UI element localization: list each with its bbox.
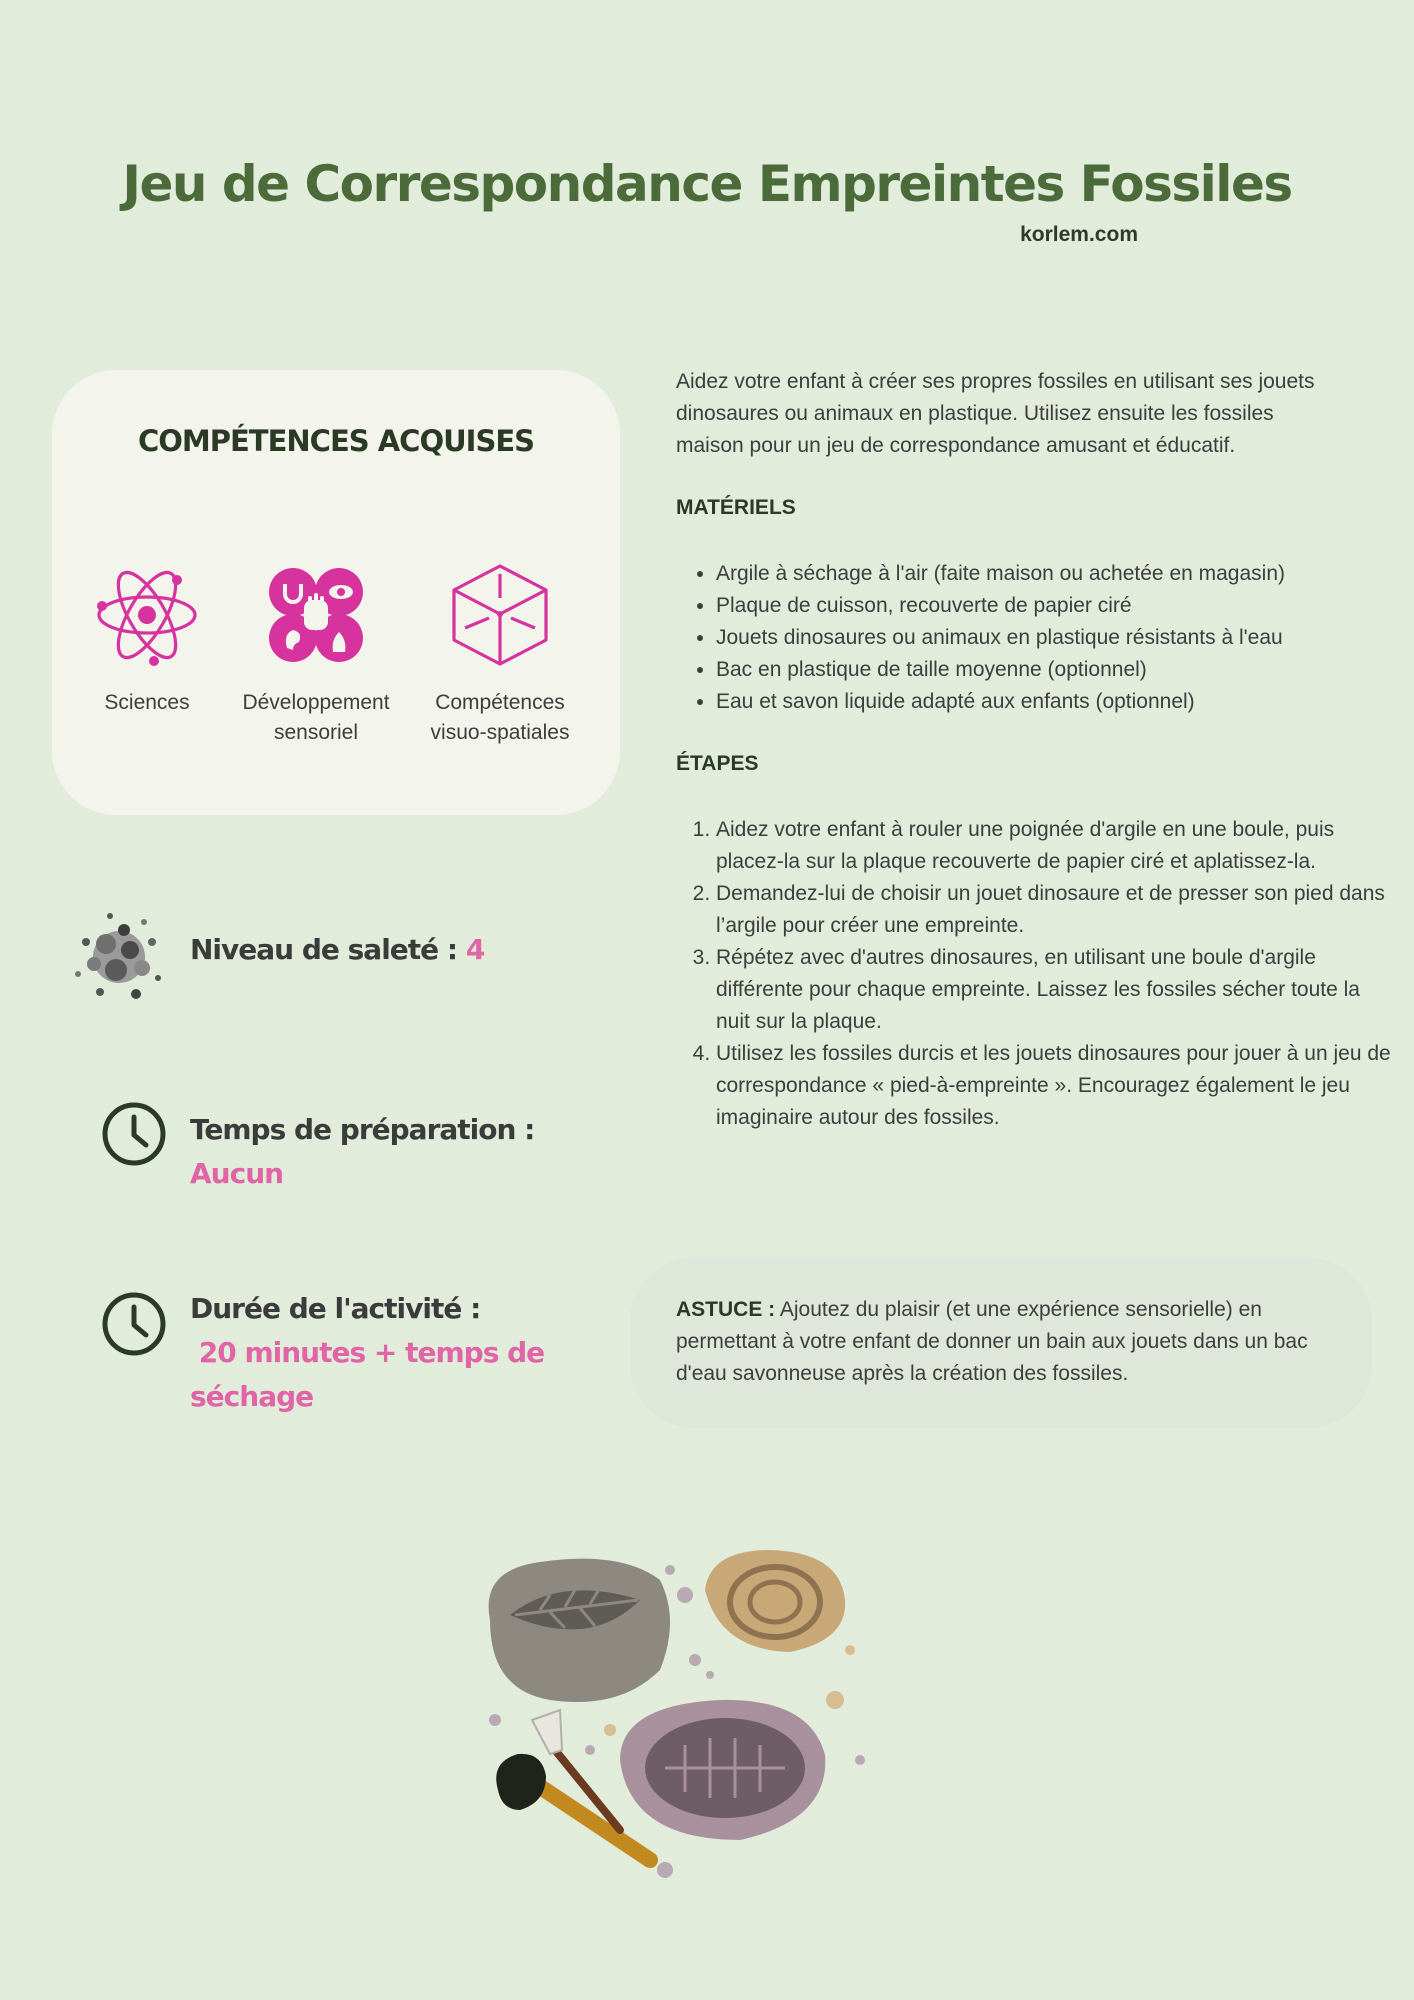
tip-body: Ajoutez du plaisir (et une expérience sensorielle) en permettant à votre enfant de donner un bain aux jouets dans un bac d'eau savonneuse après la création des fossiles. bbox=[676, 1298, 1308, 1385]
skill-label-line2: sensoriel bbox=[273, 721, 359, 744]
list-item: 2. Demandez-lui de choisir un jouet dinosaure et de presser son pied dans l’argile pour créer une empreinte. bbox=[716, 878, 1396, 942]
tip-text bbox=[676, 1294, 1336, 1390]
skill-label bbox=[226, 688, 406, 748]
skill-label-line2: visuo-spatiales bbox=[430, 721, 570, 744]
page-title: Jeu de Correspondance Empreintes Fossiles bbox=[122, 155, 1292, 213]
skill-sensory bbox=[226, 560, 406, 748]
duration-label: Durée de l'activité : bbox=[190, 1292, 481, 1325]
atom-icon bbox=[92, 560, 202, 670]
tip-card bbox=[630, 1258, 1372, 1428]
prep-time bbox=[190, 1108, 534, 1196]
senses-icon bbox=[261, 560, 371, 670]
list-item: • Plaque de cuisson, recouverte de papier ciré bbox=[716, 590, 1396, 622]
skill-label: Sciences bbox=[104, 691, 190, 714]
list-item: • Eau et savon liquide adapté aux enfants (optionnel) bbox=[716, 686, 1396, 718]
mess-level bbox=[190, 928, 484, 972]
mess-value: 4 bbox=[465, 933, 485, 966]
mess-label: Niveau de saleté : bbox=[190, 933, 458, 966]
skills-card bbox=[52, 370, 620, 815]
steps-heading: ÉTAPES bbox=[676, 752, 759, 775]
clock-icon bbox=[100, 1100, 168, 1168]
prep-value: Aucun bbox=[190, 1157, 284, 1190]
list-item: 3. Répétez avec d'autres dinosaures, en utilisant une boule d'argile différente pour chaque empreinte. Laissez les fossiles sécher toute la nuit sur la plaque. bbox=[716, 942, 1396, 1038]
duration-value-line1: 20 minutes + temps de bbox=[190, 1336, 545, 1369]
skills-title: COMPÉTENCES ACQUISES bbox=[137, 424, 535, 458]
activity-duration bbox=[190, 1287, 544, 1419]
prep-label: Temps de préparation : bbox=[190, 1113, 535, 1146]
tip-label: ASTUCE : bbox=[676, 1298, 776, 1321]
skill-visuospatial bbox=[410, 560, 590, 748]
site-name: korlem.com bbox=[1020, 223, 1138, 246]
materials-heading: MATÉRIELS bbox=[676, 496, 796, 519]
duration-value-line2: séchage bbox=[190, 1380, 314, 1413]
list-item: • Bac en plastique de taille moyenne (optionnel) bbox=[716, 654, 1396, 686]
list-item: 1. Aidez votre enfant à rouler une poignée d'argile en une boule, puis placez-la sur la plaque recouverte de papier ciré et aplatissez-la. bbox=[716, 814, 1396, 878]
skill-label bbox=[410, 688, 590, 748]
skill-label-line1: Développement bbox=[242, 691, 390, 714]
steps-list bbox=[676, 814, 1396, 1134]
skill-label-line1: Compétences bbox=[435, 691, 565, 714]
fossils-illustration bbox=[470, 1540, 890, 1900]
list-item: • Argile à séchage à l'air (faite maison ou achetée en magasin) bbox=[716, 558, 1396, 590]
intro-text: Aidez votre enfant à créer ses propres fossiles en utilisant ses jouets dinosaures ou animaux en plastique. Utilisez ensuite les fossiles maison pour un jeu de correspondance amusant et éducatif. bbox=[676, 370, 1315, 457]
materials-list bbox=[676, 558, 1396, 718]
skill-sciences bbox=[57, 560, 237, 718]
mess-splatter-icon bbox=[64, 902, 174, 1012]
cube-icon bbox=[445, 560, 555, 670]
list-item: • Jouets dinosaures ou animaux en plastique résistants à l'eau bbox=[716, 622, 1396, 654]
clock-icon bbox=[100, 1290, 168, 1358]
list-item: 4. Utilisez les fossiles durcis et les jouets dinosaures pour jouer à un jeu de correspondance « pied-à-empreinte ». Encouragez également le jeu imaginaire autour des fossiles. bbox=[716, 1038, 1396, 1134]
